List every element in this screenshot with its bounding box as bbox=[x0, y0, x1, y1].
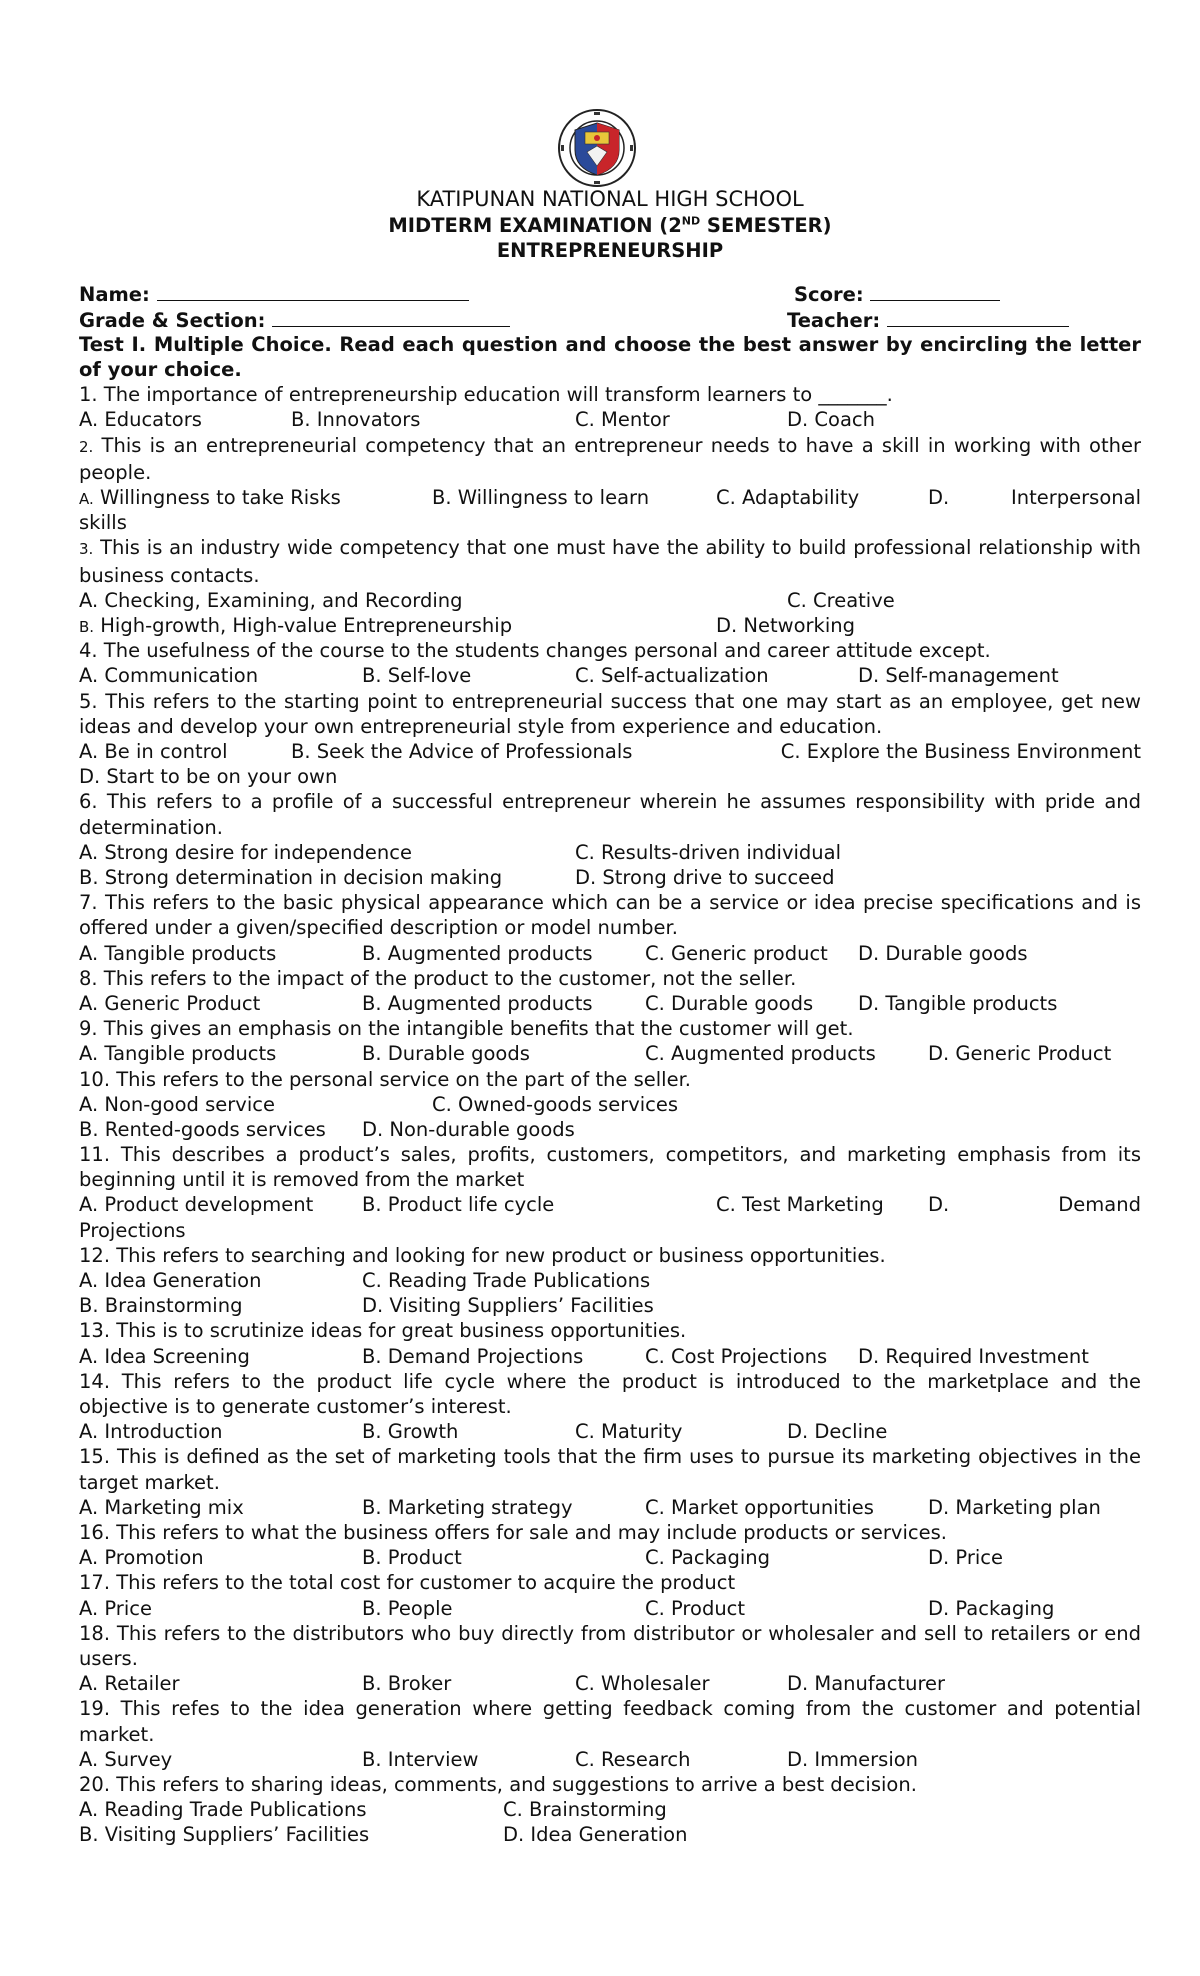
option-a[interactable]: A. Marketing mix bbox=[79, 1495, 244, 1519]
question-7: 7. This refers to the basic physical appearance which can be a service or idea precise specifications and is offered under a given/specified description or model number. bbox=[79, 891, 1141, 940]
option-c[interactable]: C. Packaging bbox=[645, 1546, 770, 1570]
option-b[interactable]: B. Interview bbox=[362, 1747, 479, 1771]
option-d[interactable]: D. Tangible products bbox=[858, 991, 1058, 1015]
option-c[interactable]: C. Explore the Business Environment bbox=[780, 739, 1141, 763]
option-c[interactable]: C. Brainstorming bbox=[503, 1798, 667, 1822]
question-4: 4. The usefulness of the course to the students changes personal and career attitude except. bbox=[79, 639, 991, 663]
option-d[interactable]: D. Price bbox=[928, 1546, 1003, 1570]
option-b[interactable]: B. Visiting Suppliers’ Facilities bbox=[79, 1823, 370, 1847]
question-16: 16. This refers to what the business offers for sale and may include products or services. bbox=[79, 1521, 947, 1545]
option-a[interactable]: A. Non-good service bbox=[79, 1092, 275, 1116]
options-6 bbox=[79, 840, 1141, 865]
option-b[interactable]: B. Brainstorming bbox=[79, 1294, 243, 1318]
option-d[interactable]: D. Idea Generation bbox=[503, 1823, 688, 1847]
option-b[interactable]: B. Augmented products bbox=[362, 941, 593, 965]
option-c[interactable]: C. Owned-goods services bbox=[432, 1092, 679, 1116]
grade-section-label: Grade & Section: bbox=[79, 308, 266, 332]
options-2 bbox=[79, 485, 1141, 510]
options-15 bbox=[79, 1495, 1141, 1520]
option-b[interactable]: B. Strong determination in decision making bbox=[79, 865, 503, 889]
question-11: 11. This describes a product’s sales, profits, customers, competitors, and marketing emphasis from its beginning until it is removed from the market bbox=[79, 1143, 1141, 1192]
option-d[interactable]: D. Non-durable goods bbox=[362, 1117, 575, 1141]
option-b[interactable]: B. Willingness to learn bbox=[432, 485, 650, 509]
option-c[interactable]: C. Augmented products bbox=[645, 1042, 876, 1066]
options-14 bbox=[79, 1419, 1141, 1444]
option-d[interactable]: D. Generic Product bbox=[928, 1042, 1112, 1066]
options-8 bbox=[79, 991, 1141, 1016]
option-a[interactable]: A. Communication bbox=[79, 664, 259, 688]
option-a[interactable]: A. Strong desire for independence bbox=[79, 840, 412, 864]
options-12 bbox=[79, 1268, 1141, 1293]
option-b[interactable]: B. Durable goods bbox=[362, 1042, 530, 1066]
options-5 bbox=[79, 739, 1141, 764]
options-16 bbox=[79, 1545, 1141, 1570]
option-a[interactable]: A. Checking, Examining, and Recording bbox=[79, 588, 463, 612]
test-instructions: Test I. Multiple Choice. Read each question and choose the best answer by encircling the letter of your choice. bbox=[79, 332, 1141, 381]
question-18: 18. This refers to the distributors who buy directly from distributor or wholesaler and sell to retailers or end users. bbox=[79, 1621, 1141, 1671]
option-b[interactable]: B. Product life cycle bbox=[362, 1193, 555, 1217]
question-6: 6. This refers to a profile of a successful entrepreneur wherein he assumes responsibility with pride and determination. bbox=[79, 790, 1141, 839]
option-b[interactable]: B. Seek the Advice of Professionals bbox=[291, 739, 633, 763]
score-label: Score: bbox=[794, 283, 864, 307]
exam-content bbox=[79, 186, 1141, 1848]
option-d[interactable]: D. Self-management bbox=[858, 664, 1059, 688]
school-name: KATIPUNAN NATIONAL HIGH SCHOOL bbox=[416, 187, 804, 211]
options-10 bbox=[79, 1092, 1141, 1117]
option-a[interactable]: A. Promotion bbox=[79, 1546, 204, 1570]
option-d[interactable]: D. Packaging bbox=[928, 1596, 1055, 1620]
option-d[interactable]: D. bbox=[928, 1193, 950, 1217]
name-score-row bbox=[79, 281, 1141, 306]
option-a[interactable]: A. Idea Screening bbox=[79, 1344, 250, 1368]
option-b[interactable]: B. Growth bbox=[362, 1420, 459, 1444]
option-c[interactable]: C. Maturity bbox=[575, 1420, 683, 1444]
option-c[interactable]: C. Durable goods bbox=[645, 991, 814, 1015]
option-d[interactable]: D. Coach bbox=[787, 408, 875, 432]
deped-seal-logo bbox=[557, 108, 637, 188]
option-c[interactable]: C. Cost Projections bbox=[645, 1344, 828, 1368]
question-5: 5. This refers to the starting point to entrepreneurial success that one may start as an employee, get new ideas and develop your own entrepreneurial style from experience and education. bbox=[79, 689, 1141, 738]
option-b[interactable]: B. Broker bbox=[362, 1672, 452, 1696]
option-a[interactable]: A. Survey bbox=[79, 1747, 173, 1771]
question-15: 15. This is defined as the set of marketing tools that the firm uses to pursue its marketing objectives in the target market. bbox=[79, 1445, 1141, 1494]
option-d[interactable]: D. Marketing plan bbox=[928, 1495, 1101, 1519]
options-19 bbox=[79, 1747, 1141, 1772]
options-20 bbox=[79, 1797, 1141, 1822]
teacher-field[interactable] bbox=[887, 307, 1069, 327]
option-a[interactable]: A. Tangible products bbox=[79, 941, 277, 965]
options-20b bbox=[79, 1822, 1141, 1847]
option-a[interactable]: A. Price bbox=[79, 1596, 152, 1620]
option-c[interactable]: C. Wholesaler bbox=[575, 1672, 710, 1696]
option-c[interactable]: C. Generic product bbox=[645, 941, 828, 965]
option-d-5[interactable]: D. Start to be on your own bbox=[79, 765, 338, 789]
options-1 bbox=[79, 407, 1141, 432]
score-field[interactable] bbox=[870, 281, 1000, 301]
option-c[interactable]: C. Reading Trade Publications bbox=[362, 1269, 651, 1293]
question-20: 20. This refers to sharing ideas, comments, and suggestions to arrive a best decision. bbox=[79, 1773, 917, 1796]
option-b[interactable]: B. Self-love bbox=[362, 664, 472, 688]
option-d[interactable]: D. Required Investment bbox=[858, 1344, 1089, 1368]
option-a[interactable]: A. Retailer bbox=[79, 1672, 180, 1696]
question-9: 9. This gives an emphasis on the intangible benefits that the customer will get. bbox=[79, 1017, 854, 1041]
options-7 bbox=[79, 941, 1141, 966]
options-3b bbox=[79, 613, 1141, 638]
option-d[interactable]: D. Strong drive to succeed bbox=[575, 865, 835, 889]
option-d[interactable]: D. Decline bbox=[787, 1420, 888, 1444]
option-d-text: Demand bbox=[1058, 1193, 1141, 1217]
option-d[interactable]: D. bbox=[928, 485, 950, 509]
option-c[interactable]: C. Test Marketing bbox=[716, 1193, 884, 1217]
question-14: 14. This refers to the product life cycle where the product is introduced to the marketplace and the objective is to generate customer’s interest. bbox=[79, 1369, 1141, 1419]
option-b[interactable]: B. Augmented products bbox=[362, 991, 593, 1015]
option-a[interactable]: A. Reading Trade Publications bbox=[79, 1798, 367, 1822]
options-3 bbox=[79, 588, 1141, 613]
option-d-continued: Projections bbox=[79, 1218, 186, 1242]
option-d[interactable]: D. Visiting Suppliers’ Facilities bbox=[362, 1294, 654, 1318]
option-b[interactable]: B. Marketing strategy bbox=[362, 1495, 573, 1519]
option-b[interactable]: B. Demand Projections bbox=[362, 1344, 584, 1368]
options-18 bbox=[79, 1671, 1141, 1696]
option-d-text: Interpersonal bbox=[1011, 485, 1141, 509]
option-c[interactable]: C. Self-actualization bbox=[575, 664, 769, 688]
option-c[interactable]: C. Mentor bbox=[575, 408, 670, 432]
options-11 bbox=[79, 1192, 1141, 1217]
option-c[interactable]: C. Research bbox=[575, 1747, 691, 1771]
option-b[interactable]: B. High-growth, High-value Entrepreneurship bbox=[79, 613, 513, 637]
teacher-label: Teacher: bbox=[787, 308, 881, 332]
option-c[interactable]: C. Market opportunities bbox=[645, 1495, 874, 1519]
question-1: 1. The importance of entrepreneurship education will transform learners to _______. bbox=[79, 383, 893, 407]
option-d[interactable]: D. Immersion bbox=[787, 1747, 919, 1771]
name-field[interactable] bbox=[157, 281, 469, 301]
options-17 bbox=[79, 1596, 1141, 1621]
option-b[interactable]: B. People bbox=[362, 1596, 453, 1620]
option-c[interactable]: C. Product bbox=[645, 1596, 746, 1620]
options-9 bbox=[79, 1041, 1141, 1066]
option-d[interactable]: D. Durable goods bbox=[858, 941, 1028, 965]
grade-teacher-row bbox=[79, 307, 1141, 332]
option-b[interactable]: B. Rented-goods services bbox=[79, 1117, 326, 1141]
option-d[interactable]: D. Networking bbox=[716, 613, 855, 637]
option-a[interactable]: A. Willingness to take Risks bbox=[79, 485, 341, 509]
question-10: 10. This refers to the personal service on the part of the seller. bbox=[79, 1067, 691, 1091]
question-3: 3. This is an industry wide competency that one must have the ability to build professional relationship with business contacts. bbox=[79, 536, 1141, 587]
options-12b bbox=[79, 1293, 1141, 1318]
option-d-continued: skills bbox=[79, 511, 127, 535]
option-a[interactable]: A. Tangible products bbox=[79, 1042, 277, 1066]
option-a[interactable]: A. Introduction bbox=[79, 1420, 223, 1444]
options-6b bbox=[79, 865, 1141, 890]
question-17: 17. This refers to the total cost for customer to acquire the product bbox=[79, 1571, 736, 1595]
name-label: Name: bbox=[79, 283, 150, 307]
option-b[interactable]: B. Innovators bbox=[291, 408, 421, 432]
question-2: 2. This is an entrepreneurial competency that an entrepreneur needs to have a skill in working with other people. bbox=[79, 433, 1141, 484]
question-13: 13. This is to scrutinize ideas for great business opportunities. bbox=[79, 1319, 687, 1343]
option-c[interactable]: C. Adaptability bbox=[716, 485, 860, 509]
grade-section-field[interactable] bbox=[272, 307, 510, 327]
options-4 bbox=[79, 663, 1141, 688]
option-a[interactable]: A. Generic Product bbox=[79, 991, 261, 1015]
exam-title: MIDTERM EXAMINATION (2ND SEMESTER) bbox=[388, 214, 832, 237]
option-a[interactable]: A. Educators bbox=[79, 408, 202, 432]
question-8: 8. This refers to the impact of the product to the customer, not the seller. bbox=[79, 966, 797, 990]
option-a[interactable]: A. Be in control bbox=[79, 739, 228, 763]
option-c[interactable]: C. Results-driven individual bbox=[575, 840, 842, 864]
option-b[interactable]: B. Product bbox=[362, 1546, 462, 1570]
subject-title: ENTREPRENEURSHIP bbox=[496, 239, 724, 263]
option-a[interactable]: A. Product development bbox=[79, 1193, 314, 1217]
options-13 bbox=[79, 1344, 1141, 1369]
question-12: 12. This refers to searching and looking for new product or business opportunities. bbox=[79, 1243, 886, 1267]
option-a[interactable]: A. Idea Generation bbox=[79, 1269, 262, 1293]
option-c[interactable]: C. Creative bbox=[787, 588, 895, 612]
question-19: 19. This refes to the idea generation where getting feedback coming from the customer and potential market. bbox=[79, 1697, 1141, 1746]
options-10b bbox=[79, 1117, 1141, 1142]
option-d[interactable]: D. Manufacturer bbox=[787, 1672, 946, 1696]
